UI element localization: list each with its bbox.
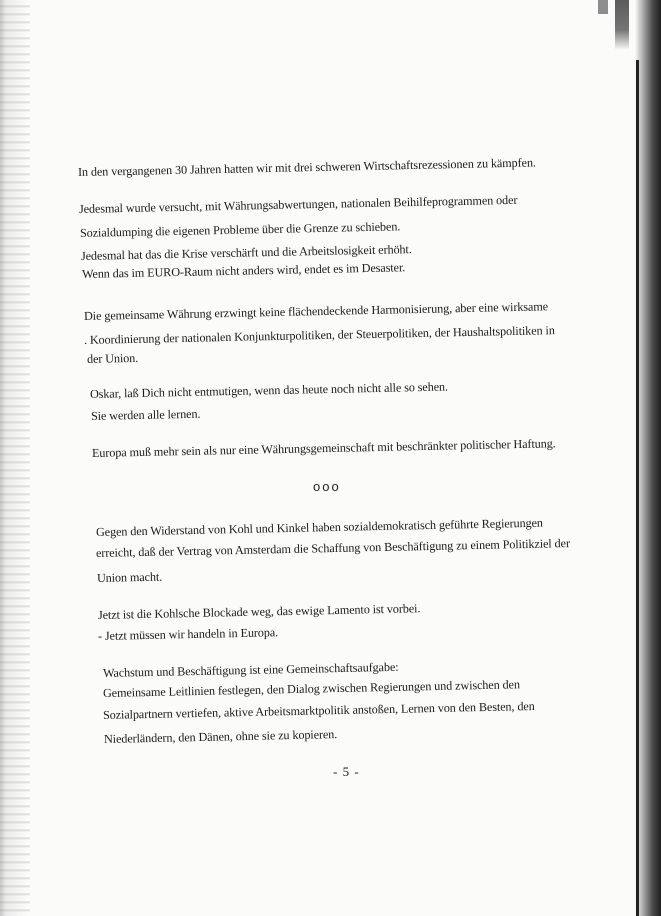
text-line: Jedesmal hat das die Krise verschärft und die Arbeitslosigkeit erhöht. [80, 242, 412, 263]
text-line: Niederländern, den Dänen, ohne sie zu kopieren. [103, 727, 338, 746]
text-line: Europa muß mehr sein als nur eine Währungsgemeinschaft mit beschränkter politischer Haftung. [91, 436, 556, 460]
text-line: Sozialpartnern vertiefen, aktive Arbeitsmarktpolitik anstoßen, Lernen von den Besten, den [102, 698, 535, 722]
text-line: . Koordinierung der nationalen Konjunkturpolitiken, der Steuerpolitiken, der Haushaltspolitiken in [83, 323, 555, 347]
text-line: erreicht, daß der Vertrag von Amsterdam die Schaffung von Beschäftigung zu einem Politikziel der [95, 536, 570, 560]
text-line: Die gemeinsame Währung erzwingt keine flächendeckende Harmonisierung, aber eine wirksame [83, 299, 549, 323]
text-line: Gemeinsame Leitlinien festlegen, den Dialog zwischen Regierungen und zwischen den [102, 677, 521, 700]
scan-top-mark [615, 0, 629, 50]
text-line: - Jetzt müssen wir handeln in Europa. [97, 625, 279, 643]
text-line: Jetzt ist die Kohlsche Blockade weg, das ewige Lamento ist vorbei. [97, 601, 421, 622]
text-line: In den vergangenen 30 Jahren hatten wir mit drei schweren Wirtschaftsrezessionen zu kämpfen. [77, 155, 536, 179]
text-line: der Union. [86, 350, 139, 366]
text-line: Sozialdumping die eigenen Probleme über die Grenze zu schieben. [79, 219, 401, 240]
text-line: Wachstum und Beschäftigung ist eine Gemeinschaftsaufgabe: [102, 659, 399, 680]
scan-top-mark-small [598, 0, 608, 14]
scan-left-edge [0, 0, 30, 916]
text-line: Oskar, laß Dich nicht entmutigen, wenn das heute noch nicht alle so sehen. [89, 379, 449, 401]
text-line: Jedesmal wurde versucht, mit Währungsabwertungen, nationalen Beihilfeprogrammen oder [78, 192, 518, 216]
text-line: Gegen den Widerstand von Kohl und Kinkel haben sozialdemokratisch geführte Regierungen [95, 515, 543, 539]
page-number: - 5 - [333, 764, 360, 779]
text-line: Sie werden alle lernen. [90, 406, 201, 423]
section-separator: ooo [313, 479, 341, 494]
text-line: Wenn das im EURO-Raum nicht anders wird, endet es im Desaster. [81, 260, 406, 281]
text-line: Union macht. [96, 569, 163, 585]
scan-right-edge-line [636, 60, 639, 916]
